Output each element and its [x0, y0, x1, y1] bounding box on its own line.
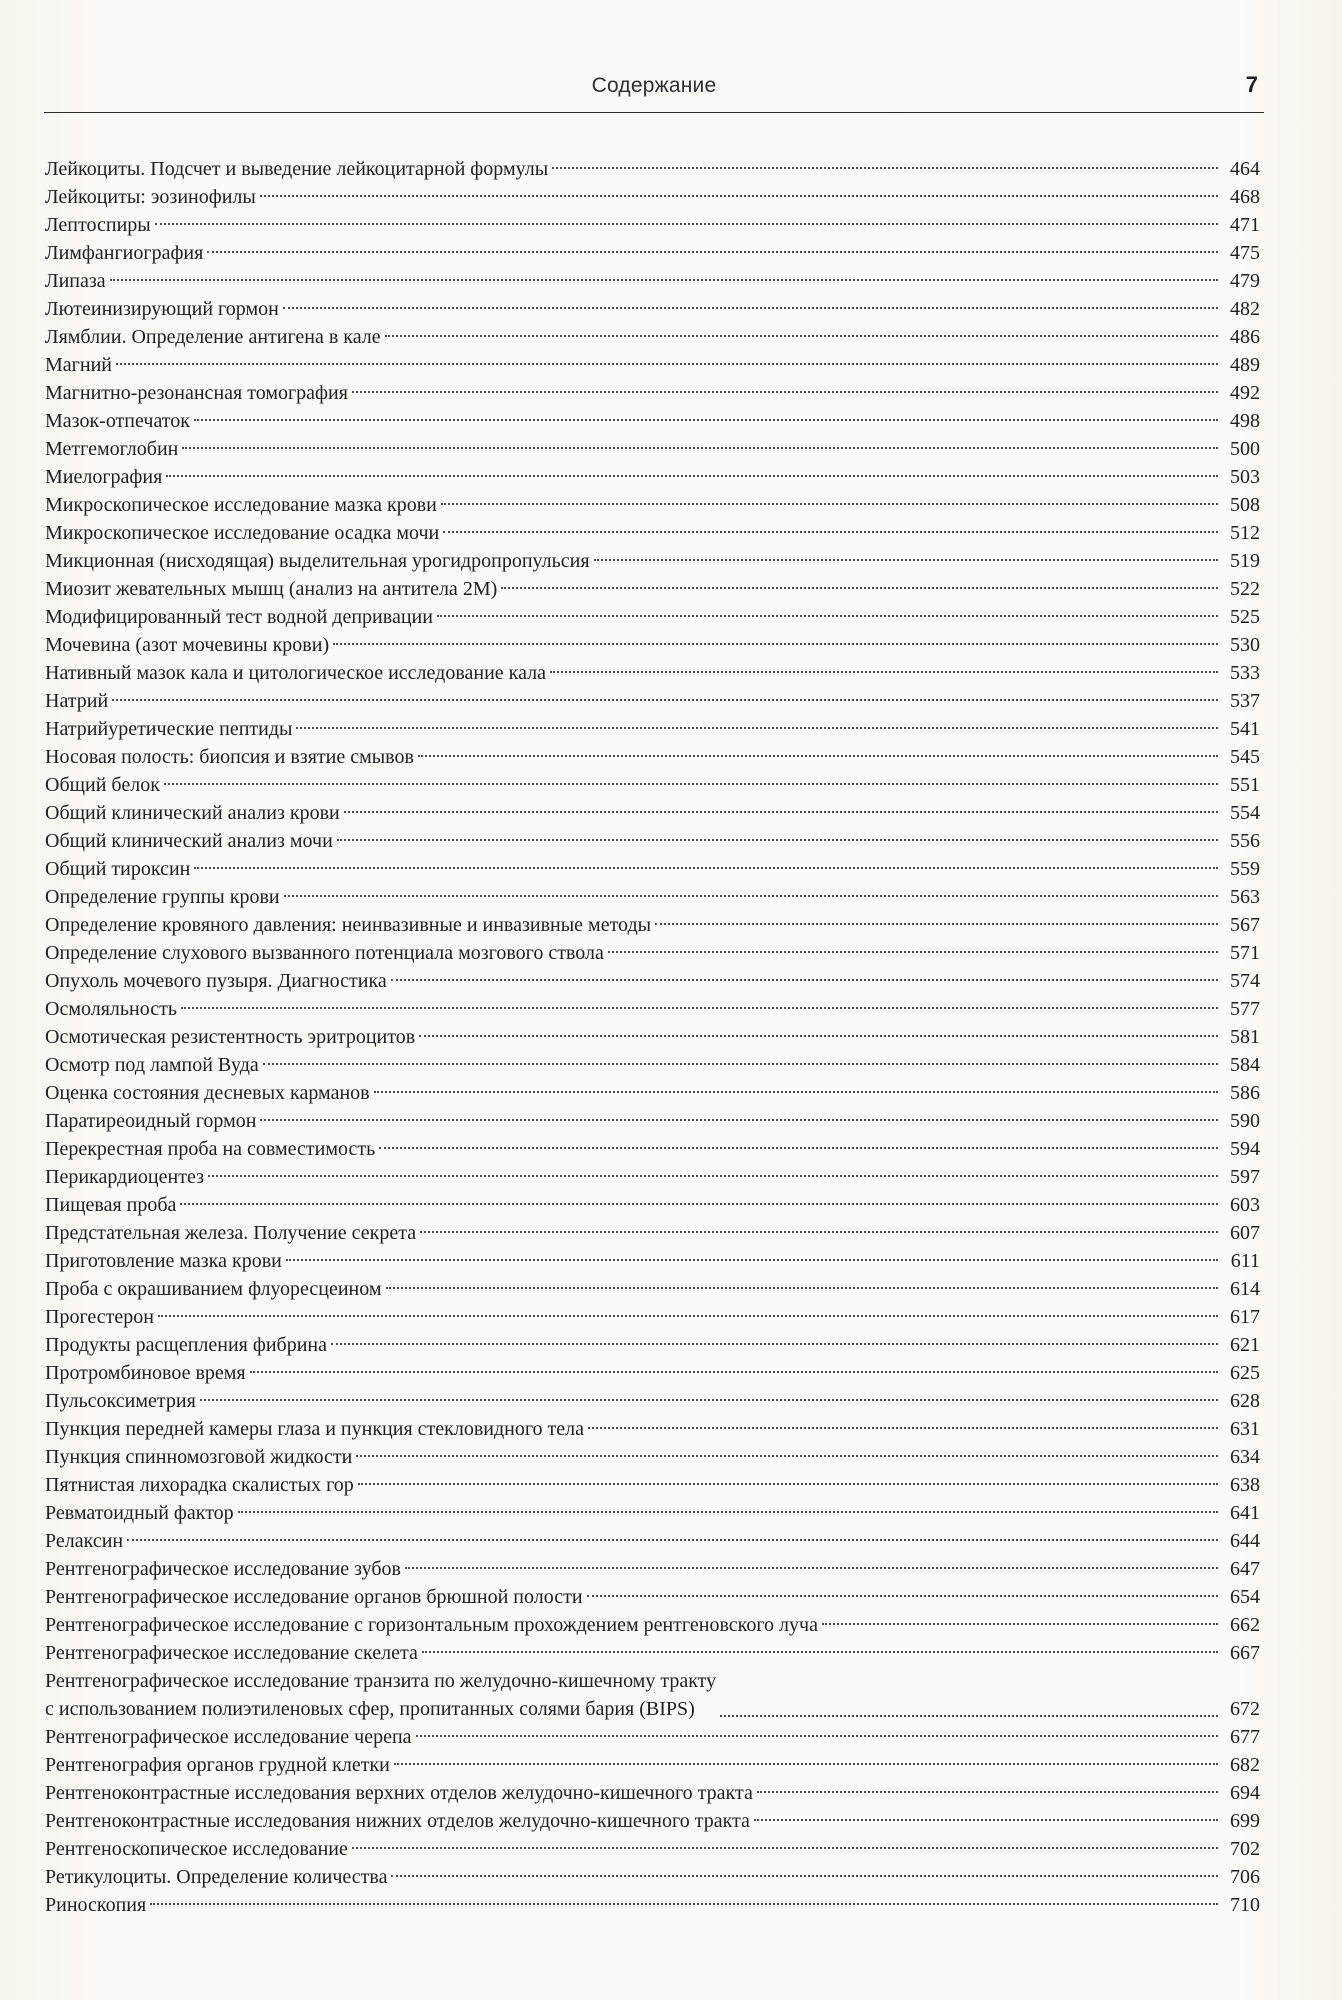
- dot-leader: [260, 194, 1218, 197]
- toc-entry-page-number: 590: [1230, 1110, 1260, 1132]
- toc-entry-title: Пульсоксиметрия: [45, 1390, 196, 1412]
- toc-entry[interactable]: [45, 1835, 1260, 1863]
- toc-entry-page-number: 597: [1230, 1166, 1260, 1188]
- toc-entry-page-number: 706: [1230, 1866, 1260, 1888]
- toc-entry-title: Оценка состояния десневых карманов: [45, 1082, 370, 1104]
- toc-entry-title: Рентгенография органов грудной клетки: [45, 1754, 390, 1776]
- toc-entry[interactable]: [45, 799, 1260, 827]
- toc-entry-title: Приготовление мазка крови: [45, 1250, 282, 1272]
- toc-entry-title: Рентгенографическое исследование органов брюшной полости: [45, 1586, 583, 1608]
- toc-entry-page-number: 554: [1230, 802, 1260, 824]
- dot-leader: [391, 978, 1218, 981]
- toc-entry[interactable]: [45, 155, 1260, 183]
- toc-entry-title: Перикардиоцентез: [45, 1166, 204, 1188]
- table-of-contents: [45, 155, 1260, 1919]
- toc-entry[interactable]: [45, 1443, 1260, 1471]
- dot-leader: [352, 1846, 1218, 1849]
- toc-entry[interactable]: [45, 1415, 1260, 1443]
- toc-entry[interactable]: [45, 1107, 1260, 1135]
- dot-leader: [260, 1118, 1218, 1121]
- toc-entry-title: Осмотр под лампой Вуда: [45, 1054, 259, 1076]
- toc-entry-page-number: 641: [1230, 1502, 1260, 1524]
- toc-entry-page-number: 682: [1230, 1754, 1260, 1776]
- toc-entry-page-number: 492: [1230, 382, 1260, 404]
- dot-leader: [655, 922, 1218, 925]
- toc-entry-page-number: 603: [1230, 1194, 1260, 1216]
- toc-entry-page-number: 533: [1230, 662, 1260, 684]
- toc-entry[interactable]: [45, 547, 1260, 575]
- toc-entry[interactable]: [45, 1807, 1260, 1835]
- dot-leader: [352, 390, 1218, 393]
- toc-entry[interactable]: [45, 1471, 1260, 1499]
- dot-leader: [754, 1818, 1218, 1821]
- toc-entry[interactable]: [45, 1751, 1260, 1779]
- toc-entry-title: Ретикулоциты. Определение количества: [45, 1866, 388, 1888]
- toc-entry-title: Пищевая проба: [45, 1194, 177, 1216]
- dot-leader: [608, 950, 1218, 953]
- dot-leader: [437, 614, 1218, 617]
- toc-entry[interactable]: [45, 1023, 1260, 1051]
- dot-leader: [552, 166, 1218, 169]
- toc-entry[interactable]: [45, 855, 1260, 883]
- dot-leader: [720, 1714, 1218, 1717]
- toc-entry-title: Миелография: [45, 466, 163, 488]
- dot-leader: [208, 1174, 1218, 1177]
- toc-entry[interactable]: [45, 827, 1260, 855]
- toc-entry-title: Общий клинический анализ мочи: [45, 830, 333, 852]
- toc-entry[interactable]: [45, 183, 1260, 211]
- toc-entry-title: Паратиреоидный гормон: [45, 1110, 257, 1132]
- toc-entry-page-number: 500: [1230, 438, 1260, 460]
- dot-leader: [405, 1566, 1218, 1569]
- toc-entry-page-number: 559: [1230, 858, 1260, 880]
- toc-entry[interactable]: [45, 575, 1260, 603]
- toc-entry-title: Осмоляльность: [45, 998, 177, 1020]
- toc-entry-page-number: 577: [1230, 998, 1260, 1020]
- dot-leader: [422, 1650, 1218, 1653]
- toc-entry-page-number: 628: [1230, 1390, 1260, 1412]
- dot-leader: [416, 1734, 1218, 1737]
- page-header: [44, 70, 1264, 113]
- toc-entry[interactable]: [45, 1051, 1260, 1079]
- dot-leader: [441, 502, 1218, 505]
- dot-leader: [112, 698, 1218, 701]
- toc-entry-page-number: 512: [1230, 522, 1260, 544]
- toc-entry[interactable]: [45, 1723, 1260, 1751]
- toc-entry-page-number: 545: [1230, 746, 1260, 768]
- dot-leader: [166, 474, 1218, 477]
- toc-entry-title: Релаксин: [45, 1530, 124, 1552]
- toc-entry[interactable]: [45, 295, 1260, 323]
- toc-entry-page-number: 508: [1230, 494, 1260, 516]
- toc-entry-title: Лютеинизирующий гормон: [45, 298, 279, 320]
- dot-leader: [286, 1258, 1218, 1261]
- toc-entry-title: Предстательная железа. Получение секрета: [45, 1222, 417, 1244]
- toc-entry-title: Протромбиновое время: [45, 1362, 246, 1384]
- toc-entry-page-number: 634: [1230, 1446, 1260, 1468]
- toc-entry-title: Микроскопическое исследование мазка крови: [45, 494, 437, 516]
- toc-entry-page-number: 647: [1230, 1558, 1260, 1580]
- toc-entry-page-number: 479: [1230, 270, 1260, 292]
- toc-entry-title: Определение группы крови: [45, 886, 280, 908]
- dot-leader: [194, 418, 1218, 421]
- toc-entry[interactable]: [45, 659, 1260, 687]
- toc-entry-title: Лептоспиры: [45, 214, 151, 236]
- toc-entry-title: Лейкоциты: эозинофилы: [45, 186, 256, 208]
- toc-entry[interactable]: [45, 1639, 1260, 1667]
- toc-entry-title: Общий клинический анализ крови: [45, 802, 340, 824]
- toc-entry-title: Опухоль мочевого пузыря. Диагностика: [45, 970, 387, 992]
- toc-entry-title: Рентгенографическое исследование транзита по желудочно-кишечному тракту с использованием полиэтиленовых сфер, пропитанных солями бария (BIPS): [45, 1670, 717, 1720]
- toc-entry[interactable]: [45, 911, 1260, 939]
- page-title: Содержание: [591, 74, 717, 97]
- toc-entry-title: Рентгенографическое исследование скелета: [45, 1642, 418, 1664]
- toc-entry-page-number: 710: [1230, 1894, 1260, 1916]
- toc-entry-page-number: 537: [1230, 690, 1260, 712]
- toc-entry-title: Миозит жевательных мышц (анализ на антитела 2М): [45, 578, 498, 600]
- toc-entry-page-number: 574: [1230, 970, 1260, 992]
- toc-entry-title: Мочевина (азот мочевины крови): [45, 634, 330, 656]
- toc-entry-page-number: 654: [1230, 1586, 1260, 1608]
- toc-entry[interactable]: [45, 239, 1260, 267]
- toc-entry[interactable]: [45, 435, 1260, 463]
- toc-entry[interactable]: [45, 995, 1260, 1023]
- toc-entry-title: Осмотическая резистентность эритроцитов: [45, 1026, 416, 1048]
- toc-entry-title: Рентгеноскопическое исследование: [45, 1838, 348, 1860]
- toc-entry[interactable]: [45, 967, 1260, 995]
- toc-entry[interactable]: [45, 1135, 1260, 1163]
- dot-leader: [284, 894, 1218, 897]
- toc-entry[interactable]: [45, 743, 1260, 771]
- toc-entry-title: Продукты расщепления фибрина: [45, 1334, 327, 1356]
- dot-leader: [263, 1062, 1218, 1065]
- toc-entry[interactable]: [45, 267, 1260, 295]
- toc-entry-page-number: 594: [1230, 1138, 1260, 1160]
- toc-entry[interactable]: [45, 379, 1260, 407]
- toc-entry-title: Носовая полость: биопсия и взятие смывов: [45, 746, 414, 768]
- toc-entry[interactable]: [45, 1331, 1260, 1359]
- toc-entry-title: Натрий: [45, 690, 109, 712]
- toc-entry-page-number: 489: [1230, 354, 1260, 376]
- toc-entry[interactable]: [45, 211, 1260, 239]
- toc-entry-page-number: 471: [1230, 214, 1260, 236]
- dot-leader: [207, 250, 1218, 253]
- dot-leader: [194, 866, 1218, 869]
- dot-leader: [238, 1510, 1218, 1513]
- dot-leader: [379, 1146, 1218, 1149]
- toc-entry[interactable]: [45, 939, 1260, 967]
- toc-entry-page-number: 607: [1230, 1222, 1260, 1244]
- toc-entry[interactable]: [45, 463, 1260, 491]
- toc-entry-page-number: 644: [1230, 1530, 1260, 1552]
- dot-leader: [158, 1314, 1218, 1317]
- toc-entry-title: Определение кровяного давления: неинвазивные и инвазивные методы: [45, 914, 652, 936]
- toc-entry-page-number: 541: [1230, 718, 1260, 740]
- dot-leader: [250, 1370, 1218, 1373]
- toc-entry-title: Микроскопическое исследование осадка мочи: [45, 522, 440, 544]
- toc-entry-page-number: 482: [1230, 298, 1260, 320]
- toc-entry[interactable]: [45, 1303, 1260, 1331]
- toc-entry-page-number: 468: [1230, 186, 1260, 208]
- toc-entry-page-number: 584: [1230, 1054, 1260, 1076]
- toc-entry-page-number: 525: [1230, 606, 1260, 628]
- dot-leader: [822, 1622, 1218, 1625]
- toc-entry-page-number: 621: [1230, 1334, 1260, 1356]
- toc-entry[interactable]: [45, 1359, 1260, 1387]
- toc-entry[interactable]: [45, 1163, 1260, 1191]
- toc-entry-title: Нативный мазок кала и цитологическое исследование кала: [45, 662, 546, 684]
- toc-entry-title: Общий белок: [45, 774, 160, 796]
- dot-leader: [385, 334, 1218, 337]
- toc-entry[interactable]: [45, 1079, 1260, 1107]
- dot-leader: [116, 362, 1218, 365]
- toc-entry-title: Пятнистая лихорадка скалистых гор: [45, 1474, 354, 1496]
- dot-leader: [127, 1538, 1218, 1541]
- toc-entry-title: Проба с окрашиванием флуоресцеином: [45, 1278, 382, 1300]
- toc-entry[interactable]: [45, 715, 1260, 743]
- toc-entry-page-number: 625: [1230, 1362, 1260, 1384]
- dot-leader: [180, 1202, 1218, 1205]
- toc-entry[interactable]: [45, 1583, 1260, 1611]
- dot-leader: [587, 1594, 1218, 1597]
- toc-entry-title: Рентгенографическое исследование черепа: [45, 1726, 412, 1748]
- toc-entry-page-number: 662: [1230, 1614, 1260, 1636]
- toc-entry-page-number: 672: [1230, 1698, 1260, 1720]
- toc-entry-page-number: 631: [1230, 1418, 1260, 1440]
- dot-leader: [757, 1790, 1218, 1793]
- toc-entry-title: Пункция спинномозговой жидкости: [45, 1446, 353, 1468]
- dot-leader: [333, 642, 1218, 645]
- dot-leader: [182, 446, 1218, 449]
- toc-entry-title: Метгемоглобин: [45, 438, 179, 460]
- toc-entry-title: Рентгеноконтрастные исследования нижних отделов желудочно-кишечного тракта: [45, 1810, 750, 1832]
- toc-entry-page-number: 464: [1230, 158, 1260, 180]
- dot-leader: [337, 838, 1218, 841]
- dot-leader: [296, 726, 1218, 729]
- toc-entry-page-number: 667: [1230, 1642, 1260, 1664]
- toc-entry[interactable]: [45, 1247, 1260, 1275]
- toc-entry-page-number: 694: [1230, 1782, 1260, 1804]
- toc-entry[interactable]: [45, 1555, 1260, 1583]
- toc-entry-page-number: 614: [1230, 1278, 1260, 1300]
- toc-entry-title: Лимфангиография: [45, 242, 204, 264]
- dot-leader: [344, 810, 1218, 813]
- dot-leader: [550, 670, 1218, 673]
- dot-leader: [443, 530, 1218, 533]
- dot-leader: [419, 1034, 1218, 1037]
- toc-entry-title: Определение слухового вызванного потенциала мозгового ствола: [45, 942, 604, 964]
- dot-leader: [594, 558, 1218, 561]
- dot-leader: [374, 1090, 1218, 1093]
- toc-entry[interactable]: [45, 883, 1260, 911]
- toc-entry-title: Натрийуретические пептиды: [45, 718, 293, 740]
- toc-entry[interactable]: [45, 1779, 1260, 1807]
- toc-entry[interactable]: [45, 687, 1260, 715]
- dot-leader: [391, 1874, 1218, 1877]
- toc-entry[interactable]: [45, 1667, 1260, 1723]
- toc-entry-page-number: 522: [1230, 578, 1260, 600]
- toc-entry-page-number: 611: [1230, 1250, 1260, 1272]
- toc-entry[interactable]: [45, 603, 1260, 631]
- toc-entry[interactable]: [45, 323, 1260, 351]
- toc-entry[interactable]: [45, 1863, 1260, 1891]
- toc-entry-page-number: 519: [1230, 550, 1260, 572]
- toc-entry[interactable]: [45, 351, 1260, 379]
- toc-entry-page-number: 677: [1230, 1726, 1260, 1748]
- toc-entry-page-number: 498: [1230, 410, 1260, 432]
- toc-entry[interactable]: [45, 1891, 1260, 1919]
- toc-entry-title: Лейкоциты. Подсчет и выведение лейкоцитарной формулы: [45, 158, 549, 180]
- toc-entry[interactable]: [45, 1527, 1260, 1555]
- toc-entry[interactable]: [45, 519, 1260, 547]
- dot-leader: [200, 1398, 1218, 1401]
- dot-leader: [501, 586, 1218, 589]
- toc-entry-title: Магний: [45, 354, 112, 376]
- toc-entry-page-number: 699: [1230, 1810, 1260, 1832]
- dot-leader: [356, 1454, 1218, 1457]
- dot-leader: [420, 1230, 1218, 1233]
- toc-entry[interactable]: [45, 631, 1260, 659]
- dot-leader: [150, 1902, 1218, 1905]
- toc-entry-page-number: 563: [1230, 886, 1260, 908]
- dot-leader: [394, 1762, 1218, 1765]
- toc-entry-page-number: 586: [1230, 1082, 1260, 1104]
- toc-entry-title: Рентгеноконтрастные исследования верхних отделов желудочно-кишечного тракта: [45, 1782, 753, 1804]
- dot-leader: [358, 1482, 1218, 1485]
- toc-entry[interactable]: [45, 1275, 1260, 1303]
- page-number: 7: [1245, 72, 1258, 97]
- toc-entry[interactable]: [45, 1387, 1260, 1415]
- dot-leader: [181, 1006, 1218, 1009]
- toc-entry[interactable]: [45, 491, 1260, 519]
- toc-entry-page-number: 617: [1230, 1306, 1260, 1328]
- toc-entry-title: Микционная (нисходящая) выделительная урогидропропульсия: [45, 550, 590, 572]
- toc-entry-title: Рентгенографическое исследование с горизонтальным прохождением рентгеновского луча: [45, 1614, 818, 1636]
- toc-entry-page-number: 556: [1230, 830, 1260, 852]
- toc-entry[interactable]: [45, 771, 1260, 799]
- toc-entry-title: Рентгенографическое исследование зубов: [45, 1558, 401, 1580]
- toc-entry-title: Липаза: [45, 270, 106, 292]
- toc-entry-title: Прогестерон: [45, 1306, 154, 1328]
- toc-entry-title: Пункция передней камеры глаза и пункция стекловидного тела: [45, 1418, 585, 1440]
- dot-leader: [331, 1342, 1218, 1345]
- toc-entry-page-number: 486: [1230, 326, 1260, 348]
- toc-entry-title: Риноскопия: [45, 1894, 147, 1916]
- toc-entry-title: Перекрестная проба на совместимость: [45, 1138, 376, 1160]
- dot-leader: [418, 754, 1218, 757]
- toc-entry-title: Общий тироксин: [45, 858, 191, 880]
- toc-entry-page-number: 702: [1230, 1838, 1260, 1860]
- dot-leader: [155, 222, 1218, 225]
- toc-entry[interactable]: [45, 1611, 1260, 1639]
- toc-entry[interactable]: [45, 1219, 1260, 1247]
- toc-entry-page-number: 530: [1230, 634, 1260, 656]
- dot-leader: [588, 1426, 1218, 1429]
- toc-entry-page-number: 571: [1230, 942, 1260, 964]
- toc-entry-title: Магнитно-резонансная томография: [45, 382, 348, 404]
- toc-entry-page-number: 551: [1230, 774, 1260, 796]
- dot-leader: [110, 278, 1218, 281]
- toc-entry-title: Модифицированный тест водной депривации: [45, 606, 433, 628]
- toc-entry-title: Лямблии. Определение антигена в кале: [45, 326, 381, 348]
- dot-leader: [164, 782, 1218, 785]
- toc-entry-page-number: 475: [1230, 242, 1260, 264]
- toc-entry-title: Ревматоидный фактор: [45, 1502, 234, 1524]
- toc-entry-title: Мазок-отпечаток: [45, 410, 190, 432]
- toc-entry-page-number: 638: [1230, 1474, 1260, 1496]
- toc-entry-page-number: 567: [1230, 914, 1260, 936]
- toc-entry-page-number: 581: [1230, 1026, 1260, 1048]
- dot-leader: [283, 306, 1218, 309]
- toc-entry[interactable]: [45, 1499, 1260, 1527]
- toc-entry[interactable]: [45, 1191, 1260, 1219]
- dot-leader: [386, 1286, 1218, 1289]
- toc-entry-page-number: 503: [1230, 466, 1260, 488]
- toc-entry[interactable]: [45, 407, 1260, 435]
